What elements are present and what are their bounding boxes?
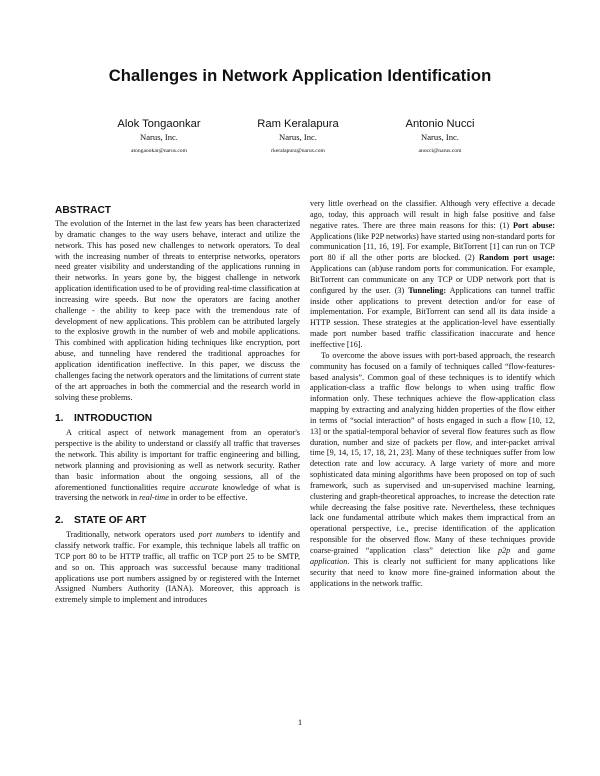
abstract-text: The evolution of the Internet in the last few years has been characterized by dramatic changes to the way users behave, interact and utilize the network. This has posed new challenges to network operators. To deal with the increasing number of threats to enterprise networks, operators need greater visibility and understanding of the applications running in their networks. In years gone by, the biggest challenge in network application identification used to be of providing real-time classification at increasing wire speeds. But now the operators are facing another challenge - the ability to keep pace with the tremendous rate of development of new applications. This problem can be attributed largely to the explosive growth in the number of web and mobile applications. This combined with application hiding techniques like encryption, port abuse, and tunneling have rendered the traditional approaches for application identification ineffective. In this paper, we discuss the challenges facing the network operators and the limitations of current state of the art approaches in both the commercial and the research world in solving these problems. [55,219,300,402]
text-run: to identify and classify network traffic. For example, this technique labels all traffic on TCP port 80 to be HTTP traffic, all traffic on TCP port 25 to be SMTP, and so on. This approach was successful because many traditional applications use port numbers assigned by or registered with the Internet Assigned Numbers Authority (IANA). Moreover, this approach is extremely simple to implement and introduces [55,530,300,605]
section-number: 2. [55,515,64,527]
text-run: Applications can (ab)use random ports for communication. For example, BitTorrent can communicate on any TCP or UDP network port that is configured by the user. (3) [310,264,555,295]
author-2 [218,118,378,154]
author-affiliation: Narus, Inc. [279,132,317,142]
author-name: Ram Keralapura [257,118,339,130]
bold-term: Port abuse: [512,220,555,230]
text-run: Applications can tunnel traffic inside other applications to prevent detection and/or for ease of implementation. For example, BitTorrent can send all its data inside a HTTP session. These strategies at the application-level have essentially made port number based traffic classification inaccurate and hence ineffective [16]. [310,285,555,349]
abstract-heading: ABSTRACT [55,205,112,216]
text-run: Applications (like P2P networks) have started using non-standard ports for communication [11, 16, 19]. For example, BitTorrent [1] can run on TCP port 80 if all the other ports are blocked. (2) [310,231,555,263]
left-column [55,205,300,606]
state-of-art-paragraph-2 [310,351,555,590]
text-run: very little overhead on the classifier. Although very effective a decade ago, today, this approach will result in high false positive and false negative rates. There are three main reasons for this: (1) [310,199,555,230]
text-run: Traditionally, network operators used [66,530,199,540]
author-3 [360,118,520,154]
introduction-heading [55,413,300,424]
right-column [310,199,555,589]
introduction-paragraph [55,428,300,504]
author-email: rkeralapura@narus.com [271,148,325,154]
emphasis: real-time [139,493,169,503]
page-number: 1 [297,717,303,727]
state-of-art-paragraph-1b [310,199,555,351]
state-of-art-heading [55,515,300,526]
author-block [0,118,600,158]
author-1 [79,118,239,154]
state-of-art-paragraph-1a [55,530,300,606]
text-run: . This is clearly not sufficient for many applications like security that need to know more fine-grained information about the applications in the network traffic. [310,556,555,588]
section-title: STATE OF ART [74,515,147,527]
text-run: To overcome the above issues with port-based approach, the research community has focused on a family of techniques called “flow-features-based analysis”. Common goal of these techniques is to identify which application-class a traffic flow belongs to when using traffic flow information only. These techniques achieve the flow-application class mapping by extracting and analyzing hidden properties of the flow either in terms of “social interaction” of hosts engaged in such a flow [10, 12, 13] or the spatial-temporal behavior of several flow features such as flow duration, number and size of packets per flow, and inter-packet arrival time [9, 14, 15, 17, 18, 21, 23]. Many of these techniques suffer from low detection rate and low accuracy. A large variety of more and more sophisticated data mining algorithms have been proposed on top of such framework, such as supervised and un-supervised machine learning, clustering and graph-theoretical approaches, to increase the detection rate while decreasing the false positive rate. Nevertheless, these techniques lack one fundamental attribute which makes them impractical from an operational perspective, i.e., precise identification of the application responsible for the observed flow. Many of these techniques provide coarse-grained “application class” detection like [310,350,555,555]
section-title: INTRODUCTION [74,413,153,425]
emphasis: accurate [189,482,219,492]
author-name: Antonio Nucci [405,118,475,130]
text-run: knowledge of what is traversing the network in [55,482,300,503]
paper-title: Challenges in Network Application Identification [108,66,492,85]
author-name: Alok Tongaonkar [117,118,201,130]
section-number: 1. [55,413,64,425]
author-email: atongaonkar@narus.com [131,148,187,154]
author-affiliation: Narus, Inc. [421,132,459,142]
text-run: in order to be effective. [168,493,248,503]
text-run: and [510,546,538,555]
text-run: A critical aspect of network management from an operator's perspective is the ability to understand or classify all traffic that traverses the network. This ability is important for traffic engineering and billing, network planning and provisioning as well as network security. Rather than basic information about the ongoing sessions, all of the aforementioned functionalities require [55,428,300,492]
author-affiliation: Narus, Inc. [140,132,178,142]
bold-term: Tunneling: [408,285,447,295]
emphasis: p2p [497,546,511,555]
emphasis: game application [310,546,556,566]
bold-term: Random port usage: [478,253,555,263]
author-email: anucci@narus.com [418,148,462,154]
emphasis: port numbers [198,530,245,540]
